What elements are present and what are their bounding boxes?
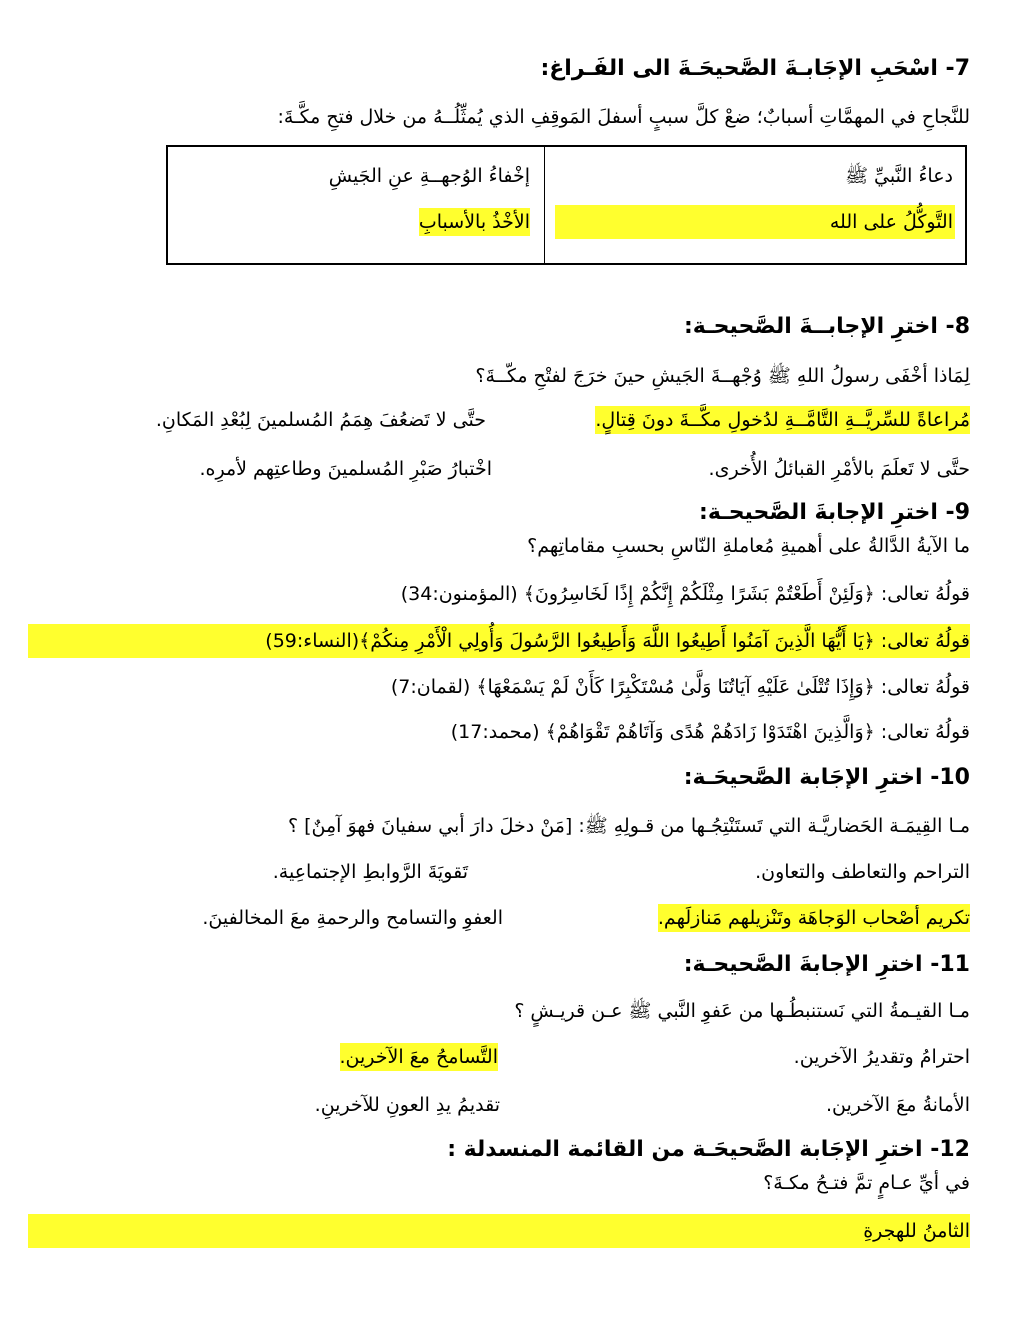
q9-heading: 9- اخترِ الإجابةَ الصَّحيحـة: [699,500,970,525]
q10-option-2[interactable]: تَقويَةَ الرَّوابطِ الإجتماعِية. [272,861,468,883]
q12-question: في أيِّ عـامٍ تمَّ فتـحُ مكـةَ؟ [763,1172,970,1194]
q11-option-1[interactable]: احترامُ وتقديرُ الآخرين. [793,1046,970,1068]
q11-option-3[interactable]: الأمانةُ معَ الآخرين. [825,1094,970,1116]
q8-heading: 8- اخترِ الإجابــةَ الصَّحيحـة: [684,314,970,339]
q8-question: لِمَاذا أخْفَى رسولُ اللهِ ﷺ وُجْهــةَ الجَيشِ حينَ خرَجَ لفتْحِ مكّــةَ؟ [475,365,970,387]
q8-option-1[interactable]: مُراعاةً للسِّريَّــةِ التَّامَّــةِ لدُخولِ مكَّــةَ دونَ قِتالٍ. [595,406,970,434]
q10-option-3[interactable]: تكريم أصْحاب الوَجاهَة وتَنْزيلهم مَنازلَهم. [658,904,970,932]
q11-option-4[interactable]: تقديمُ يدِ العونِ للآخرينِ. [314,1094,500,1116]
q10-heading: 10- اخترِ الإجَابة الصَّحيحَـة: [683,765,970,790]
q10-option-4[interactable]: العفوِ والتسامح والرحمةِ معَ المخالفينَ. [202,907,503,929]
q11-option-2[interactable]: التَّسامحُ معَ الآخرين. [340,1043,499,1071]
q8-option-3[interactable]: حتَّى لا تَعلَمَ بالأمْرِ القبائلُ الأُخرى. [708,458,970,480]
q11-question: مـا القيـمةُ التي نَستنبطُـها من عَفوِ النَّبي ﷺ عـن قريـشٍ ؟ [514,1000,970,1022]
q9-option-2[interactable]: قولُهُ تعالى: ﴿يَا أَيُّهَا الَّذِينَ آمَنُوا أَطِيعُوا اللَّهَ وَأَطِيعُوا الرَّسُولَ وَأُولِي الْأَمْرِ مِنكُمْ﴾(النساء:59) [265,630,970,652]
q8-option-4[interactable]: اخْتبارُ صَبْرِ المُسلمينَ وطاعتِهم لأمرِه. [199,458,492,480]
q10-question: مـا القِيمَـة الحَضاريَّـة التي تَستَنْتِجُـها من قـولِهِ ﷺ: [مَنْ دخلَ دارَ أبي سفيانَ فهوَ آمِنٌ] ؟ [287,815,970,837]
q9-option-1[interactable]: قولُهُ تعالى: ﴿وَلَئِنْ أَطَعْتُمْ بَشَرًا مِثْلَكُمْ إِنَّكُمْ إِذًا لَخَاسِرُونَ﴾ (المؤمنون:34) [400,583,970,605]
q8-option-2[interactable]: حتَّى لا تَضعُفَ هِمَمُ المُسلمينَ لِبُعْدِ المَكانِ. [155,409,486,431]
q12-dropdown[interactable] [28,1214,970,1248]
q9-question: ما الآيةُ الدَّالةُ على أهميةِ مُعاملةِ النّاسِ بحسبِ مقاماتِهم؟ [527,535,970,557]
q12-dropdown-value[interactable]: الثامنُ للهجرةِ [863,1220,970,1242]
q9-option-3[interactable]: قولُهُ تعالى: ﴿وَإِذَا تُتْلَىٰ عَلَيْهِ آيَاتُنَا وَلَّىٰ مُسْتَكْبِرًا كَأَنْ لَمْ يَسْمَعْهَا﴾ (لقمان:7) [390,676,970,698]
q11-heading: 11- اخترِ الإجابةَ الصَّحيحـة: [683,952,970,977]
q10-option-1[interactable]: التراحم والتعاطف والتعاون. [755,861,970,883]
table-divider [544,147,545,263]
q7-prompt: للنَّجاحِ في المهمَّاتِ أسبابٌ؛ ضعْ كلَّ سببٍ أسفلَ المَوقِفِ الذي يُمثِّلُــهُ من خلال فتحِ مكَّـةَ: [277,106,970,128]
q7-heading: 7- اسْحَبِ الإجَابـةَ الصَّحيحَـةَ الى الفَـراغ: [540,56,970,81]
q7-right-top: دعاءُ النَّبيِّ ﷺ [845,165,953,187]
q7-left-answer[interactable]: الأخْذُ بالأسبابِ [419,208,530,236]
q7-right-answer[interactable]: التَّوكُّلُ على الله [829,211,953,233]
q9-option-4[interactable]: قولُهُ تعالى: ﴿وَالَّذِينَ اهْتَدَوْا زَادَهُمْ هُدًى وَآتَاهُمْ تَقْوَاهُمْ﴾ (محمد:17) [450,721,970,743]
q7-drag-table [166,145,967,265]
q12-heading: 12- اخترِ الإجَابة الصَّحيحَـة من القائمة المنسدلة : [447,1137,970,1162]
q7-left-top: إخْفاءُ الوُجهــةِ عنِ الجَيشِ [328,165,530,187]
